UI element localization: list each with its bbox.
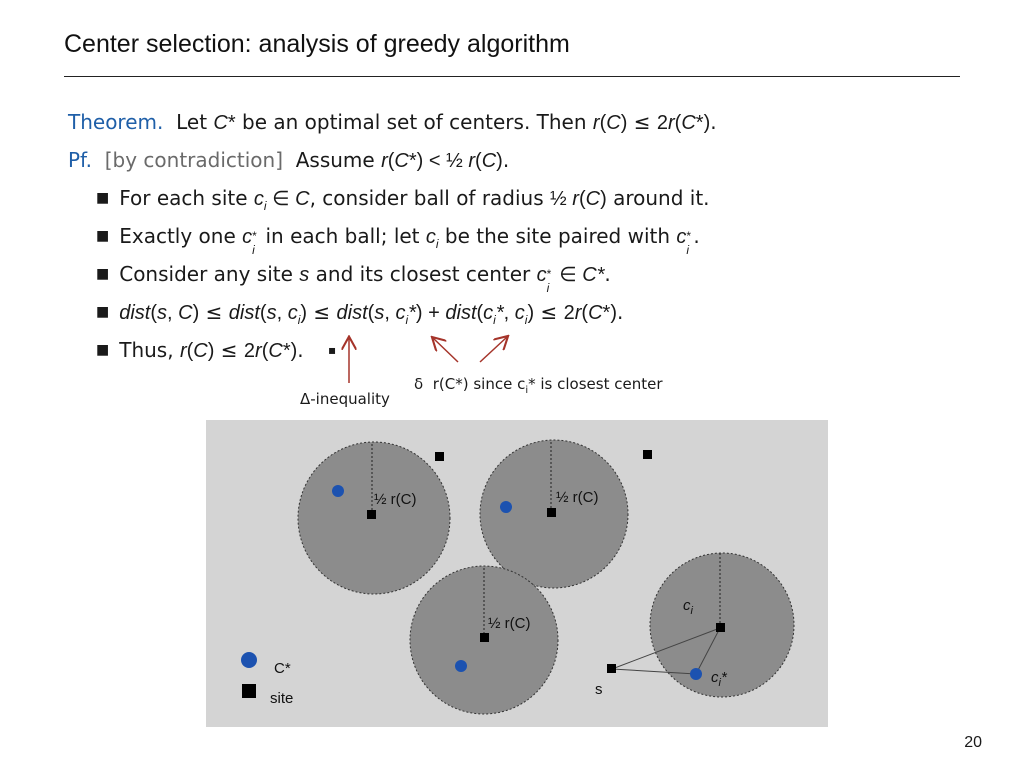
var-C: C xyxy=(295,188,310,210)
bullet-text: and its closest center xyxy=(309,262,537,286)
optimal-center xyxy=(500,501,512,513)
paren: ) xyxy=(300,302,308,324)
leq: ≤ xyxy=(627,110,657,134)
proof-method: [by contradiction] xyxy=(104,148,284,172)
period: . xyxy=(693,224,700,248)
var-c: c xyxy=(242,226,253,248)
star: * xyxy=(408,302,416,324)
two: 2 xyxy=(656,112,668,134)
var-s: s xyxy=(374,302,385,324)
bullet-marker: ■ xyxy=(96,304,110,320)
period: . xyxy=(710,110,717,134)
comma: , xyxy=(276,302,288,324)
leq: ≤ xyxy=(307,300,337,324)
leq: ≤ xyxy=(214,338,244,362)
bullet-text: , consider ball of radius xyxy=(309,186,551,210)
paren: ) xyxy=(416,150,424,172)
comma: , xyxy=(384,302,396,324)
star: * xyxy=(695,112,704,134)
bullet-text: Thus, xyxy=(119,338,180,362)
var-s: s xyxy=(299,264,310,286)
paren: ( xyxy=(186,340,194,362)
sub-i: i xyxy=(546,281,550,295)
legend-site-label: site xyxy=(270,690,294,707)
star: * xyxy=(227,112,236,134)
dist-fn: dist xyxy=(119,302,151,324)
star: * xyxy=(282,340,291,362)
closest-text: r(C*) since c xyxy=(432,375,526,393)
paren: ) xyxy=(192,302,200,324)
var-c: c xyxy=(536,264,547,286)
paren: ) xyxy=(207,340,215,362)
star: * xyxy=(252,229,257,243)
sub-i: i xyxy=(524,313,528,327)
paren: ( xyxy=(261,340,269,362)
cistar-sub: i xyxy=(718,677,721,689)
sub-i: i xyxy=(252,243,255,257)
var-C: C xyxy=(193,340,208,362)
var-s: s xyxy=(266,302,277,324)
period: . xyxy=(616,300,624,324)
paren: ( xyxy=(674,112,682,134)
paren: ( xyxy=(578,188,586,210)
sub-i: i xyxy=(525,385,529,396)
paren: ) xyxy=(415,302,423,324)
star: * xyxy=(602,302,611,324)
paren: ( xyxy=(475,150,482,172)
two: 2 xyxy=(563,302,575,324)
var-r: r xyxy=(667,112,675,134)
sub-i: i xyxy=(686,243,690,257)
theorem-label: Theorem. xyxy=(68,110,164,134)
two: 2 xyxy=(243,340,256,362)
bullet-text: Exactly one xyxy=(119,224,243,248)
var-r: r xyxy=(592,112,600,134)
var-r: r xyxy=(574,302,582,324)
arrow-closest-center-right xyxy=(480,337,507,362)
cistar-text: c xyxy=(711,669,719,686)
paren: ) xyxy=(703,112,711,134)
var-C: C xyxy=(178,302,193,324)
delta-symbol: δ xyxy=(414,375,424,393)
sub-i: i xyxy=(493,313,496,327)
ci-sub: i xyxy=(690,605,693,617)
radius-label: ½ r(C) xyxy=(488,615,531,632)
var-C: C xyxy=(213,112,228,134)
optimal-center xyxy=(332,485,344,497)
legend-site-icon xyxy=(242,684,256,698)
bullet-text: Consider any site xyxy=(119,262,300,286)
bullet-text: For each site xyxy=(119,186,254,210)
paren: ) xyxy=(600,188,607,210)
bullet-marker: ■ xyxy=(96,342,110,358)
paren: ) xyxy=(610,302,617,324)
sub-i: i xyxy=(405,313,409,327)
bullet-marker: ■ xyxy=(96,228,110,244)
triangle-inequality-note: Δ-inequality xyxy=(300,390,390,408)
var-r: r xyxy=(468,150,476,172)
paren: ( xyxy=(387,150,395,172)
var-c: c xyxy=(483,302,494,324)
less-than-half: < ½ xyxy=(423,150,469,172)
sub-i: i xyxy=(297,313,301,327)
var-c: c xyxy=(395,302,406,324)
qed-mark: ▪ xyxy=(328,343,337,357)
cistar-star: * xyxy=(720,669,727,686)
var-C: C xyxy=(481,150,497,172)
bullet-text: be the site paired with xyxy=(438,224,677,248)
paren: ) xyxy=(290,340,298,362)
closest-text: * is closest center xyxy=(528,375,663,393)
s-label: s xyxy=(595,681,603,698)
paren: ( xyxy=(599,112,607,134)
slide-title: Center selection: analysis of greedy algorithm xyxy=(64,30,570,58)
paren: ) xyxy=(620,112,628,134)
element-of: ∈ xyxy=(553,264,583,286)
proof-label: Pf. xyxy=(68,148,93,172)
arrow-closest-center-left xyxy=(433,338,458,362)
star: * xyxy=(686,229,692,243)
page-number: 20 xyxy=(964,734,982,751)
bullet-text: around it. xyxy=(606,186,710,210)
closest-center-note xyxy=(414,375,663,396)
ball-diagram xyxy=(206,420,828,727)
legend-center-icon xyxy=(241,652,257,668)
element-of: ∈ xyxy=(266,188,296,210)
paren: ) xyxy=(527,302,535,324)
var-C: C xyxy=(268,340,283,362)
bullet-marker: ■ xyxy=(96,190,110,206)
plus: + xyxy=(422,302,446,324)
sub-i: i xyxy=(435,237,439,251)
ci-text: c xyxy=(683,597,691,614)
var-Cstar: C* xyxy=(582,264,605,286)
var-r: r xyxy=(255,340,262,362)
var-c: c xyxy=(287,302,298,324)
optimal-center xyxy=(455,660,467,672)
dist-fn: dist xyxy=(228,302,260,324)
paren: ( xyxy=(259,302,267,324)
comma: , xyxy=(503,302,515,324)
dist-fn: dist xyxy=(336,302,368,324)
paren: ) xyxy=(496,150,503,172)
var-C: C xyxy=(588,302,603,324)
var-C: C xyxy=(585,188,601,210)
site-marker xyxy=(480,633,489,642)
proof-text: Assume xyxy=(295,148,382,172)
period: . xyxy=(502,148,510,172)
var-r: r xyxy=(572,188,579,210)
var-s: s xyxy=(157,302,168,324)
diagram-panel xyxy=(206,420,828,727)
optimal-center xyxy=(690,668,702,680)
leq: ≤ xyxy=(199,300,229,324)
star: * xyxy=(546,267,552,281)
period: . xyxy=(297,338,304,362)
radius-label: ½ r(C) xyxy=(374,491,417,508)
var-c: c xyxy=(425,226,436,248)
half: ½ xyxy=(550,188,573,210)
paren: ( xyxy=(476,302,484,324)
paren: ( xyxy=(367,302,375,324)
var-c: c xyxy=(676,226,687,248)
star: * xyxy=(495,302,504,324)
paren: ( xyxy=(581,302,589,324)
site-marker xyxy=(716,623,725,632)
site-marker xyxy=(547,508,556,517)
leq: ≤ xyxy=(534,300,564,324)
radius-label: ½ r(C) xyxy=(556,489,599,506)
theorem-text: Let xyxy=(176,110,214,134)
bullet-text: in each ball; let xyxy=(259,224,426,248)
period: . xyxy=(604,262,611,286)
var-C: C xyxy=(606,112,621,134)
bullet-marker: ■ xyxy=(96,266,110,282)
var-r: r xyxy=(381,150,388,172)
star: * xyxy=(408,150,417,172)
dist-fn: dist xyxy=(445,302,477,324)
sub-i: i xyxy=(263,199,267,213)
var-c: c xyxy=(253,188,264,210)
theorem-text: be an optimal set of centers. Then xyxy=(235,110,593,134)
var-c: c xyxy=(514,302,525,324)
legend-center-label: C* xyxy=(274,660,291,677)
site-marker xyxy=(435,452,444,461)
site-marker xyxy=(607,664,616,673)
comma: , xyxy=(167,302,179,324)
site-marker xyxy=(643,450,652,459)
site-marker xyxy=(367,510,376,519)
var-C: C xyxy=(681,112,696,134)
var-C: C xyxy=(394,150,409,172)
var-r: r xyxy=(179,340,187,362)
paren: ( xyxy=(150,302,158,324)
